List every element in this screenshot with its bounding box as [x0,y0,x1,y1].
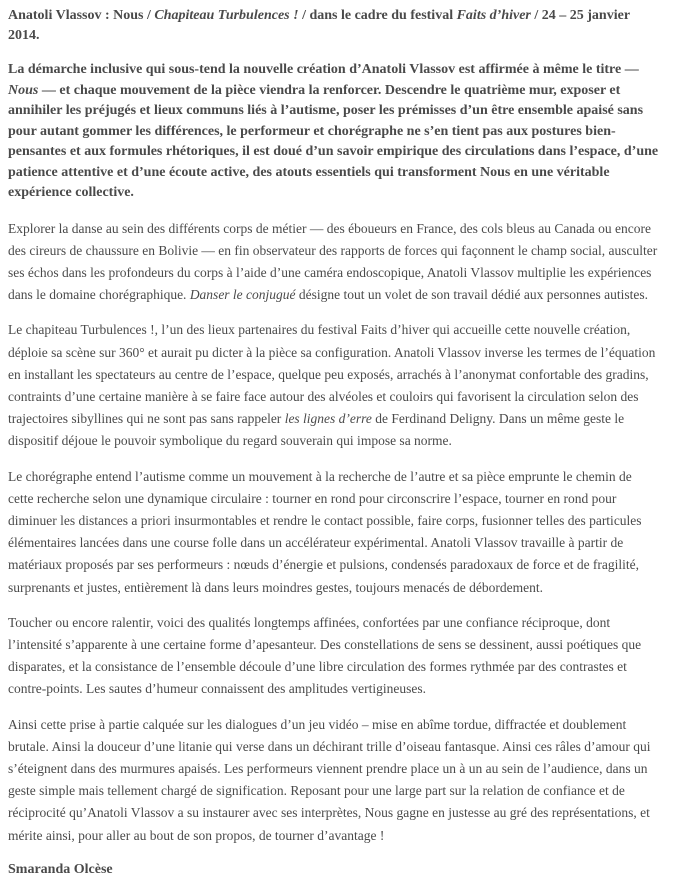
body-paragraph-4: Toucher ou encore ralentir, voici des qualités longtemps affinées, confortées par une confiance réciproque, dont l’intensité s’apparente à une certaine forme d’apesanteur. Des constellations de sens se dessinent, aussi poétiques que disparates, et la consistance de l’ensemble découle d’une libre circulation des formes rythmée par des contrastes et contre-points. Les sautes d’humeur connaissent des amplitudes vertigineuses. [8,614,642,697]
paragraph-text: Explorer la danse au sein des différents corps de métier — des éboueurs en France, des cols bleus au Canada ou encore des cireurs de chaussure en Bolivie — en fin observateur des rapports de forces qui façonnent le champ social, ausculter ses échos dans les profondeurs du corps à l’aide d’une caméra endoscopique, Anatoli Vlassov multiplie les expériences dans le domaine chorégraphique. [8,220,658,303]
heading-festival-name: Faits d’hiver [456,8,531,23]
heading-show-title: Chapiteau Turbulences ! [154,8,299,23]
lead-text: — et chaque mouvement de la pièce viendra la renforcer. Descendre le quatrième mur, exposer et annihiler les préjugés et lieux communs liés à l’autisme, poser les prémisses d’un être ensemble apaisé sans pour autant gommer les différences, le performeur et chorégraphe ne s’en tient pas aux postures bien-pensantes et aux formules rhétoriques, il est doué d’un savoir empirique des circulations dans l’espace, d’une patience attentive et d’une écoute active, des atouts essentiels qui transforment Nous en une véritable expérience collective. [8,82,659,200]
paragraph-text: de Ferdinand Deligny. Dans un même geste le dispositif déjoue le pouvoir symbolique du regard souverain qui impose sa norme. [8,411,625,449]
author-signature: Smaranda Olcèse [8,861,113,877]
reference-title: les lignes d’erre [284,411,372,427]
lead-paragraph [8,60,660,204]
article-heading [8,6,660,46]
heading-dates: / 24 – 25 janvier 2014. [8,8,630,43]
heading-text: Anatoli Vlassov : Nous / [8,8,155,23]
body-paragraph-2 [8,319,660,452]
heading-text: / dans le cadre du festival [298,8,457,23]
body-paragraph-3: Le chorégraphe entend l’autisme comme un mouvement à la recherche de l’autre et sa pièce emprunte le chemin de cette recherche selon une dynamique circulaire : tourner en rond pour circonscrire l’espace, tourner en rond pour diminuer les distances a priori insurmontables et rendre le contact possible, faire corps, fusionner telles des particules élémentaires lancées dans une course folle dans un accélérateur expérimental. Anatoli Vlassov travaille à partir de matériaux proposés par ses performeurs : nœuds d’énergie et pulsions, condensés paradoxaux de force et de fragilité, surprenants et justes, entièrement là dans leurs moindres gestes, toujours menacés de débordement. [8,468,642,595]
body-paragraph-5: Ainsi cette prise à partie calquée sur les dialogues d’un jeu vidéo – mise en abîme tordue, diffractée et doublement brutale. Ainsi la douceur d’une litanie qui verse dans un déchirant trille d’oiseau fantasque. Ainsi ces râles d’amour qui s’éteignent dans des murmures apaisés. Les performeurs viennent prendre place un à un au sein de l’audience, dans un geste simple mais tellement chargé de signification. Reposant pour une large part sur la relation de confiance et de réciprocité qu’Anatoli Vlassov a su instaurer avec ses interprètes, Nous gagne en justesse au gré des représentations, et mérite ainsi, pour aller au bout de son propos, de tourner d’avantage ! [8,716,651,843]
body-paragraph-1 [8,218,660,307]
paragraph-text: désigne tout un volet de son travail dédié aux personnes autistes. [295,287,648,303]
paragraph-text: Le chapiteau Turbulences !, l’un des lieux partenaires du festival Faits d’hiver qui accueille cette nouvelle création, déploie sa scène sur 360° et aurait pu dicter à la pièce sa configuration. Anatoli Vlassov inverse les termes de l’équation en installant les spectateurs au centre de l’espace, quelque peu exposés, arrachés à l’anonymat confortable des gradins, contraints d’une certaine manière à se faire face autour des alvéoles et couloirs qui favorisent la circulation selon des trajectoires sibyllines qui ne sont pas sans rappeler [8,322,656,427]
work-title: Danser le conjugué [189,287,296,303]
lead-title: Nous [8,82,39,98]
lead-text: La démarche inclusive qui sous-tend la nouvelle création d’Anatoli Vlassov est affirmée à même le titre — [8,62,639,77]
